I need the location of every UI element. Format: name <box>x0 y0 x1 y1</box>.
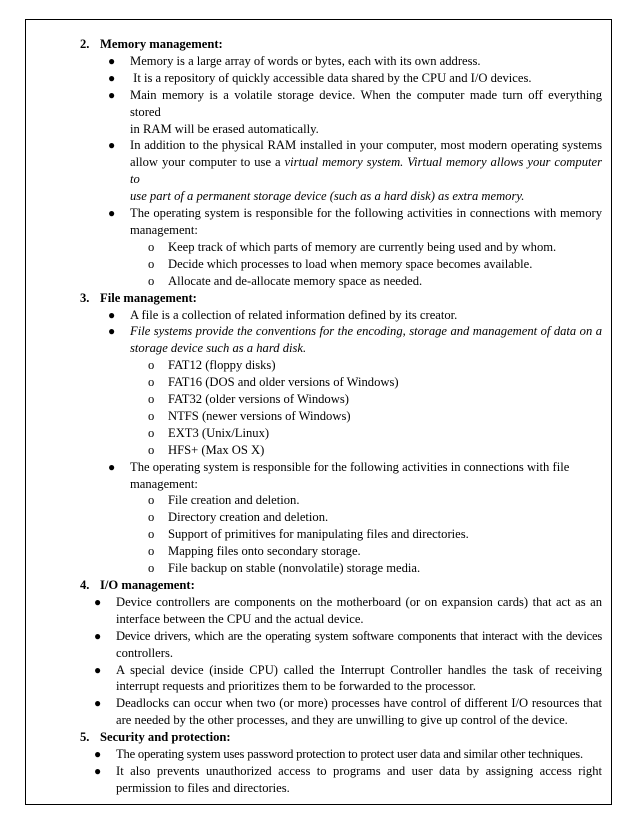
list-item <box>76 205 602 239</box>
list-item-text: A special device (inside CPU) called the Interrupt Controller handles the task of receiving <box>116 662 602 677</box>
circle-bullet-icon: o <box>148 256 155 271</box>
list-item-text: Device drivers, which are the operating system software components that interact with the devices <box>116 628 602 643</box>
sub-list-item <box>76 408 602 425</box>
sub-list-item-text: Mapping files onto secondary storage. <box>168 544 361 559</box>
list-item-text: File systems provide the conventions for the encoding, storage and management of data on a <box>130 324 602 339</box>
list-item-text: The operating system is responsible for the following activities in connections with memory <box>130 206 602 221</box>
sub-list-item-text: FAT12 (floppy disks) <box>168 358 276 373</box>
sub-list-item-text: Support of primitives for manipulating files and directories. <box>168 527 469 542</box>
circle-bullet-icon: o <box>148 375 155 390</box>
bullet-icon: ● <box>94 696 102 711</box>
bullet-icon: ● <box>108 70 116 85</box>
sub-list-item <box>76 374 602 391</box>
list-item-text: are needed by the other processes, and they are unwilling to give up control of the device. <box>116 713 568 728</box>
list-item <box>76 695 602 729</box>
list-item <box>76 137 602 205</box>
sub-list-item <box>76 442 602 459</box>
list-item <box>76 662 602 696</box>
list-item-text: in RAM will be erased automatically. <box>130 121 319 136</box>
sub-list-item <box>76 273 602 290</box>
sub-list-item-text: Decide which processes to load when memory space becomes available. <box>168 256 533 271</box>
sub-list-item <box>76 256 602 273</box>
circle-bullet-icon: o <box>148 239 155 254</box>
section-heading <box>76 290 602 307</box>
section-memory-management <box>76 36 602 290</box>
list-item-text: management: <box>130 476 198 491</box>
list-item-text: Deadlocks can occur when two (or more) processes have control of different I/O resources that <box>116 696 602 711</box>
circle-bullet-icon: o <box>148 392 155 407</box>
sub-list-item-text: File backup on stable (nonvolatile) storage media. <box>168 561 421 576</box>
list-item-text: Memory is a large array of words or bytes, each with its own address. <box>130 53 481 68</box>
section-heading <box>76 36 602 53</box>
list-item-text: It also prevents unauthorized access to programs and user data by assigning access right <box>116 763 602 778</box>
circle-bullet-icon: o <box>148 408 155 423</box>
list-item-text: It is a repository of quickly accessible data shared by the CPU and I/O devices. <box>130 70 532 85</box>
plain-text: allow your computer to use a <box>130 155 285 170</box>
section-title: Memory management: <box>100 37 223 51</box>
sub-list-item-text: Allocate and de-allocate memory space as needed. <box>168 273 423 288</box>
list-item <box>76 307 602 324</box>
bullet-icon: ● <box>108 138 116 153</box>
bullet-icon: ● <box>94 763 102 778</box>
sub-list-item <box>76 357 602 374</box>
list-item-text: interrupt requests and prioritizes them to be forwarded to the processor. <box>116 679 476 694</box>
section-heading <box>76 729 602 746</box>
bullet-icon: ● <box>108 206 116 221</box>
list-item-text: permission to files and directories. <box>116 780 290 795</box>
italic-text: virtual memory system. Virtual memory allows your computer to <box>130 155 602 187</box>
list-item-text: controllers. <box>116 645 174 660</box>
list-item <box>76 70 602 87</box>
document-body <box>76 36 602 797</box>
sub-list-item <box>76 526 602 543</box>
list-item <box>76 459 602 493</box>
sub-list-item-text: NTFS (newer versions of Windows) <box>168 408 351 423</box>
circle-bullet-icon: o <box>148 510 155 525</box>
circle-bullet-icon: o <box>148 544 155 559</box>
sub-list-item-text: FAT32 (older versions of Windows) <box>168 392 349 407</box>
section-heading <box>76 577 602 594</box>
list-item <box>76 594 602 628</box>
list-item-text: In addition to the physical RAM installed in your computer, most modern operating systems <box>130 138 602 153</box>
bullet-icon: ● <box>108 459 116 474</box>
sub-list-item-text: Directory creation and deletion. <box>168 510 329 525</box>
list-item-text: Main memory is a volatile storage device. When the computer made turn off everything stored <box>130 87 602 119</box>
bullet-icon: ● <box>94 594 102 609</box>
sub-list-item-text: FAT16 (DOS and older versions of Windows) <box>168 375 399 390</box>
sub-list-item-text: File creation and deletion. <box>168 493 300 508</box>
list-item <box>76 87 602 138</box>
list-item-text: Device controllers are components on the motherboard (or on expansion cards) that act as an <box>116 594 602 609</box>
section-file-management <box>76 290 602 577</box>
list-item <box>76 323 602 357</box>
section-title: I/O management: <box>100 578 195 592</box>
bullet-icon: ● <box>108 307 116 322</box>
section-io-management <box>76 577 602 729</box>
bullet-icon: ● <box>108 324 116 339</box>
circle-bullet-icon: o <box>148 493 155 508</box>
list-item <box>76 746 602 763</box>
circle-bullet-icon: o <box>148 527 155 542</box>
section-number: 3. <box>80 290 90 305</box>
list-item-text <box>130 154 602 188</box>
section-title: Security and protection: <box>100 730 231 745</box>
list-item <box>76 53 602 70</box>
sub-list-item <box>76 509 602 526</box>
circle-bullet-icon: o <box>148 442 155 457</box>
list-item-text: A file is a collection of related information defined by its creator. <box>130 307 458 322</box>
list-item-text: interface between the CPU and the actual device. <box>116 611 364 626</box>
section-security-protection <box>76 729 602 797</box>
list-item-text: The operating system is responsible for the following activities in connections with file <box>130 459 570 474</box>
list-item-text: management: <box>130 222 198 237</box>
circle-bullet-icon: o <box>148 358 155 373</box>
sub-list-item <box>76 391 602 408</box>
sub-list-item <box>76 560 602 577</box>
list-item <box>76 763 602 797</box>
sub-list-item <box>76 543 602 560</box>
bullet-icon: ● <box>94 747 102 762</box>
sub-list-item <box>76 425 602 442</box>
italic-text: use part of a permanent storage device (such as a hard disk) as extra memory. <box>130 189 525 204</box>
circle-bullet-icon: o <box>148 425 155 440</box>
section-number: 5. <box>80 730 90 745</box>
sub-list-item-text: EXT3 (Unix/Linux) <box>168 425 270 440</box>
sub-list-item-text: HFS+ (Max OS X) <box>168 442 265 457</box>
bullet-icon: ● <box>108 87 116 102</box>
section-number: 4. <box>80 578 90 592</box>
bullet-icon: ● <box>94 628 102 643</box>
sub-list-item <box>76 239 602 256</box>
section-title: File management: <box>100 290 197 305</box>
bullet-icon: ● <box>108 53 116 68</box>
list-item-text: The operating system uses password protection to protect user data and similar other techniques. <box>116 747 583 762</box>
bullet-icon: ● <box>94 662 102 677</box>
sub-list-item-text: Keep track of which parts of memory are currently being used and by whom. <box>168 239 557 254</box>
circle-bullet-icon: o <box>148 273 155 288</box>
section-number: 2. <box>80 37 90 51</box>
list-item <box>76 628 602 662</box>
circle-bullet-icon: o <box>148 561 155 576</box>
list-item-text: storage device such as a hard disk. <box>130 341 307 356</box>
sub-list-item <box>76 492 602 509</box>
